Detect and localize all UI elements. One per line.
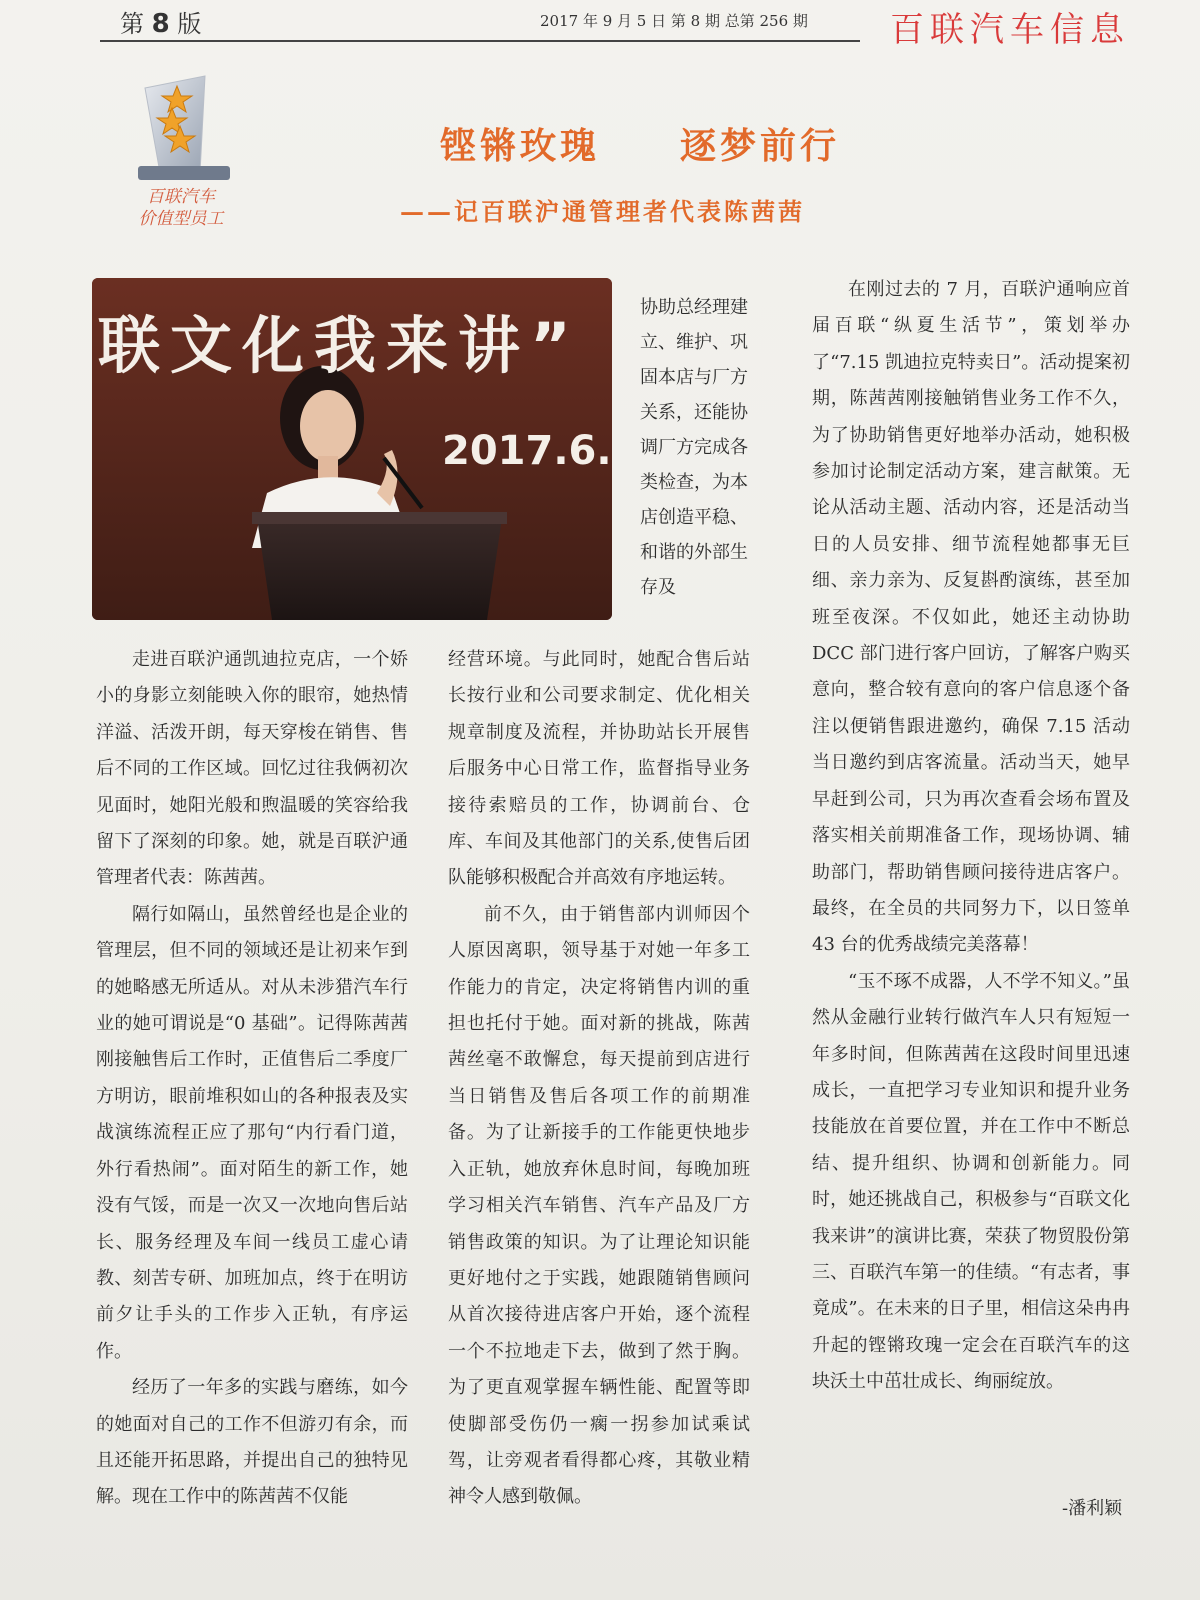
article-column-3	[812, 272, 1130, 1401]
newspaper-brand: 百联汽车信息	[890, 10, 1130, 50]
paragraph: 前不久，由于销售部内训师因个人原因离职，领导基于对她一年多工作能力的肯定，决定将销售内训的重担也托付于她。面对新的挑战，陈茜茜丝毫不敢懈怠，每天提前到店进行当日销售及售后各项工作的前期准备。为了让新接手的工作能更快地步入正轨，她放弃休息时间，每晚加班学习相关汽车销售、汽车产品及厂方销售政策的知识。为了让理论知识能更好地付之于实践，她跟随销售顾问从首次接待进店客户开始，逐个流程一个不拉地走下去，做到了然于胸。为了更直观掌握车辆性能、配置等即使脚部受伤仍一瘸一拐参加试乘试驾，让旁观者看得都心疼，其敬业精神令人感到敬佩。	[448, 903, 750, 1508]
paragraph: 经历了一年多的实践与磨练，如今的她面对自己的工作不但游刃有余，而且还能开拓思路，并提出自己的独特见解。现在工作中的陈茜茜不仅能	[96, 1377, 408, 1508]
paragraph: 经营环境。与此同时，她配合售后站长按行业和公司要求制定、优化相关规章制度及流程，并协助站长开展售后服务中心日常工作，监督指导业务接待索赔员的工作，协调前台、仓库、车间及其他部门的关系,使售后团队能够积极配合并高效有序地运转。	[448, 649, 750, 889]
article-column-1	[96, 642, 408, 1516]
paragraph: “玉不琢不成器，人不学不知义。”虽然从金融行业转行做汽车人只有短短一年多时间，但陈茜茜在这段时间里迅速成长，一直把学习专业知识和提升业务技能放在首要位置，并在工作中不断总结、提升组织、协调和创新能力。同时，她还挑战自己，积极参与“百联文化我来讲”的演讲比赛，荣获了物贸股份第三、百联汽车第一的佳绩。“有志者，事竟成”。在未来的日子里，相信这朵冉冉升起的铿锵玫瑰一定会在百联汽车的这块沃土中茁壮成长、绚丽绽放。	[812, 970, 1130, 1393]
edition-suffix: 版	[177, 10, 202, 38]
article-photo	[92, 278, 612, 620]
article-column-2	[448, 642, 750, 1516]
badge-caption-line2: 价值型员工	[138, 209, 224, 229]
issue-date: 2017 年 9 月 5 日 第 8 期 总第 256 期	[540, 12, 808, 30]
badge-caption-line1: 百联汽车	[147, 187, 215, 207]
badge-caption	[116, 186, 246, 230]
article-title: 铿锵玫瑰 逐梦前行	[440, 125, 841, 167]
edition-number: 8	[151, 9, 170, 39]
author-signature: -潘利颖	[1062, 1498, 1123, 1519]
trophy-icon	[120, 68, 250, 188]
header-divider	[100, 40, 860, 42]
paragraph: 隔行如隔山，虽然曾经也是企业的管理层，但不同的领域还是让初来乍到的她略感无所适从。对从未涉猎汽车行业的她可谓说是“0 基础”。记得陈茜茜刚接触售后工作时，正值售后二季度厂方明访，眼前堆积如山的各种报表及实战演练流程正应了那句“内行看门道，外行看热闹”。面对陌生的新工作，她没有气馁，而是一次又一次地向售后站长、服务经理及车间一线员工虚心请教、刻苦专研、加班加点，终于在明访前夕让手头的工作步入正轨，有序运作。	[96, 903, 408, 1362]
photo-banner-text: 联文化我来讲”	[98, 309, 581, 382]
article-subtitle: ——记百联沪通管理者代表陈茜茜	[400, 197, 805, 226]
photo-date-text: 2017.6.	[442, 428, 612, 474]
edition-prefix: 第	[120, 10, 144, 38]
paragraph: 走进百联沪通凯迪拉克店，一个娇小的身影立刻能映入你的眼帘，她热情洋溢、活泼开朗，每天穿梭在销售、售后不同的工作区域。回忆过往我俩初次见面时，她阳光般和煦温暖的笑容给我留下了深刻的印象。她，就是百联沪通管理者代表：陈茜茜。	[96, 649, 408, 889]
edition-label	[120, 4, 201, 39]
narrow-column-text: 协助总经理建立、维护、巩固本店与厂方关系，还能协调厂方完成各类检查，为本店创造平稳、和谐的外部生存及	[640, 297, 748, 598]
paragraph: 在刚过去的 7 月，百联沪通响应首届百联“纵夏生活节”，策划举办了“7.15 凯迪拉克特卖日”。活动提案初期，陈茜茜刚接触销售业务工作不久，为了协助销售更好地举办活动，她积极参加讨论制定活动方案，建言献策。无论从活动主题、活动内容，还是活动当日的人员安排、细节流程她都事无巨细、亲力亲为、反复斟酌演练，甚至加班至夜深。不仅如此，她还主动协助 DCC 部门进行客户回访，了解客户购买意向，整合较有意向的客户信息逐个备注以便销售跟进邀约，确保 7.15 活动当日邀约到店客流量。活动当天，她早早赶到公司，只为再次查看会场布置及落实相关前期准备工作，现场协调、辅助部门，帮助销售顾问接待进店客户。最终，在全员的共同努力下，以日签单 43 台的优秀战绩完美落幕！	[812, 279, 1130, 956]
